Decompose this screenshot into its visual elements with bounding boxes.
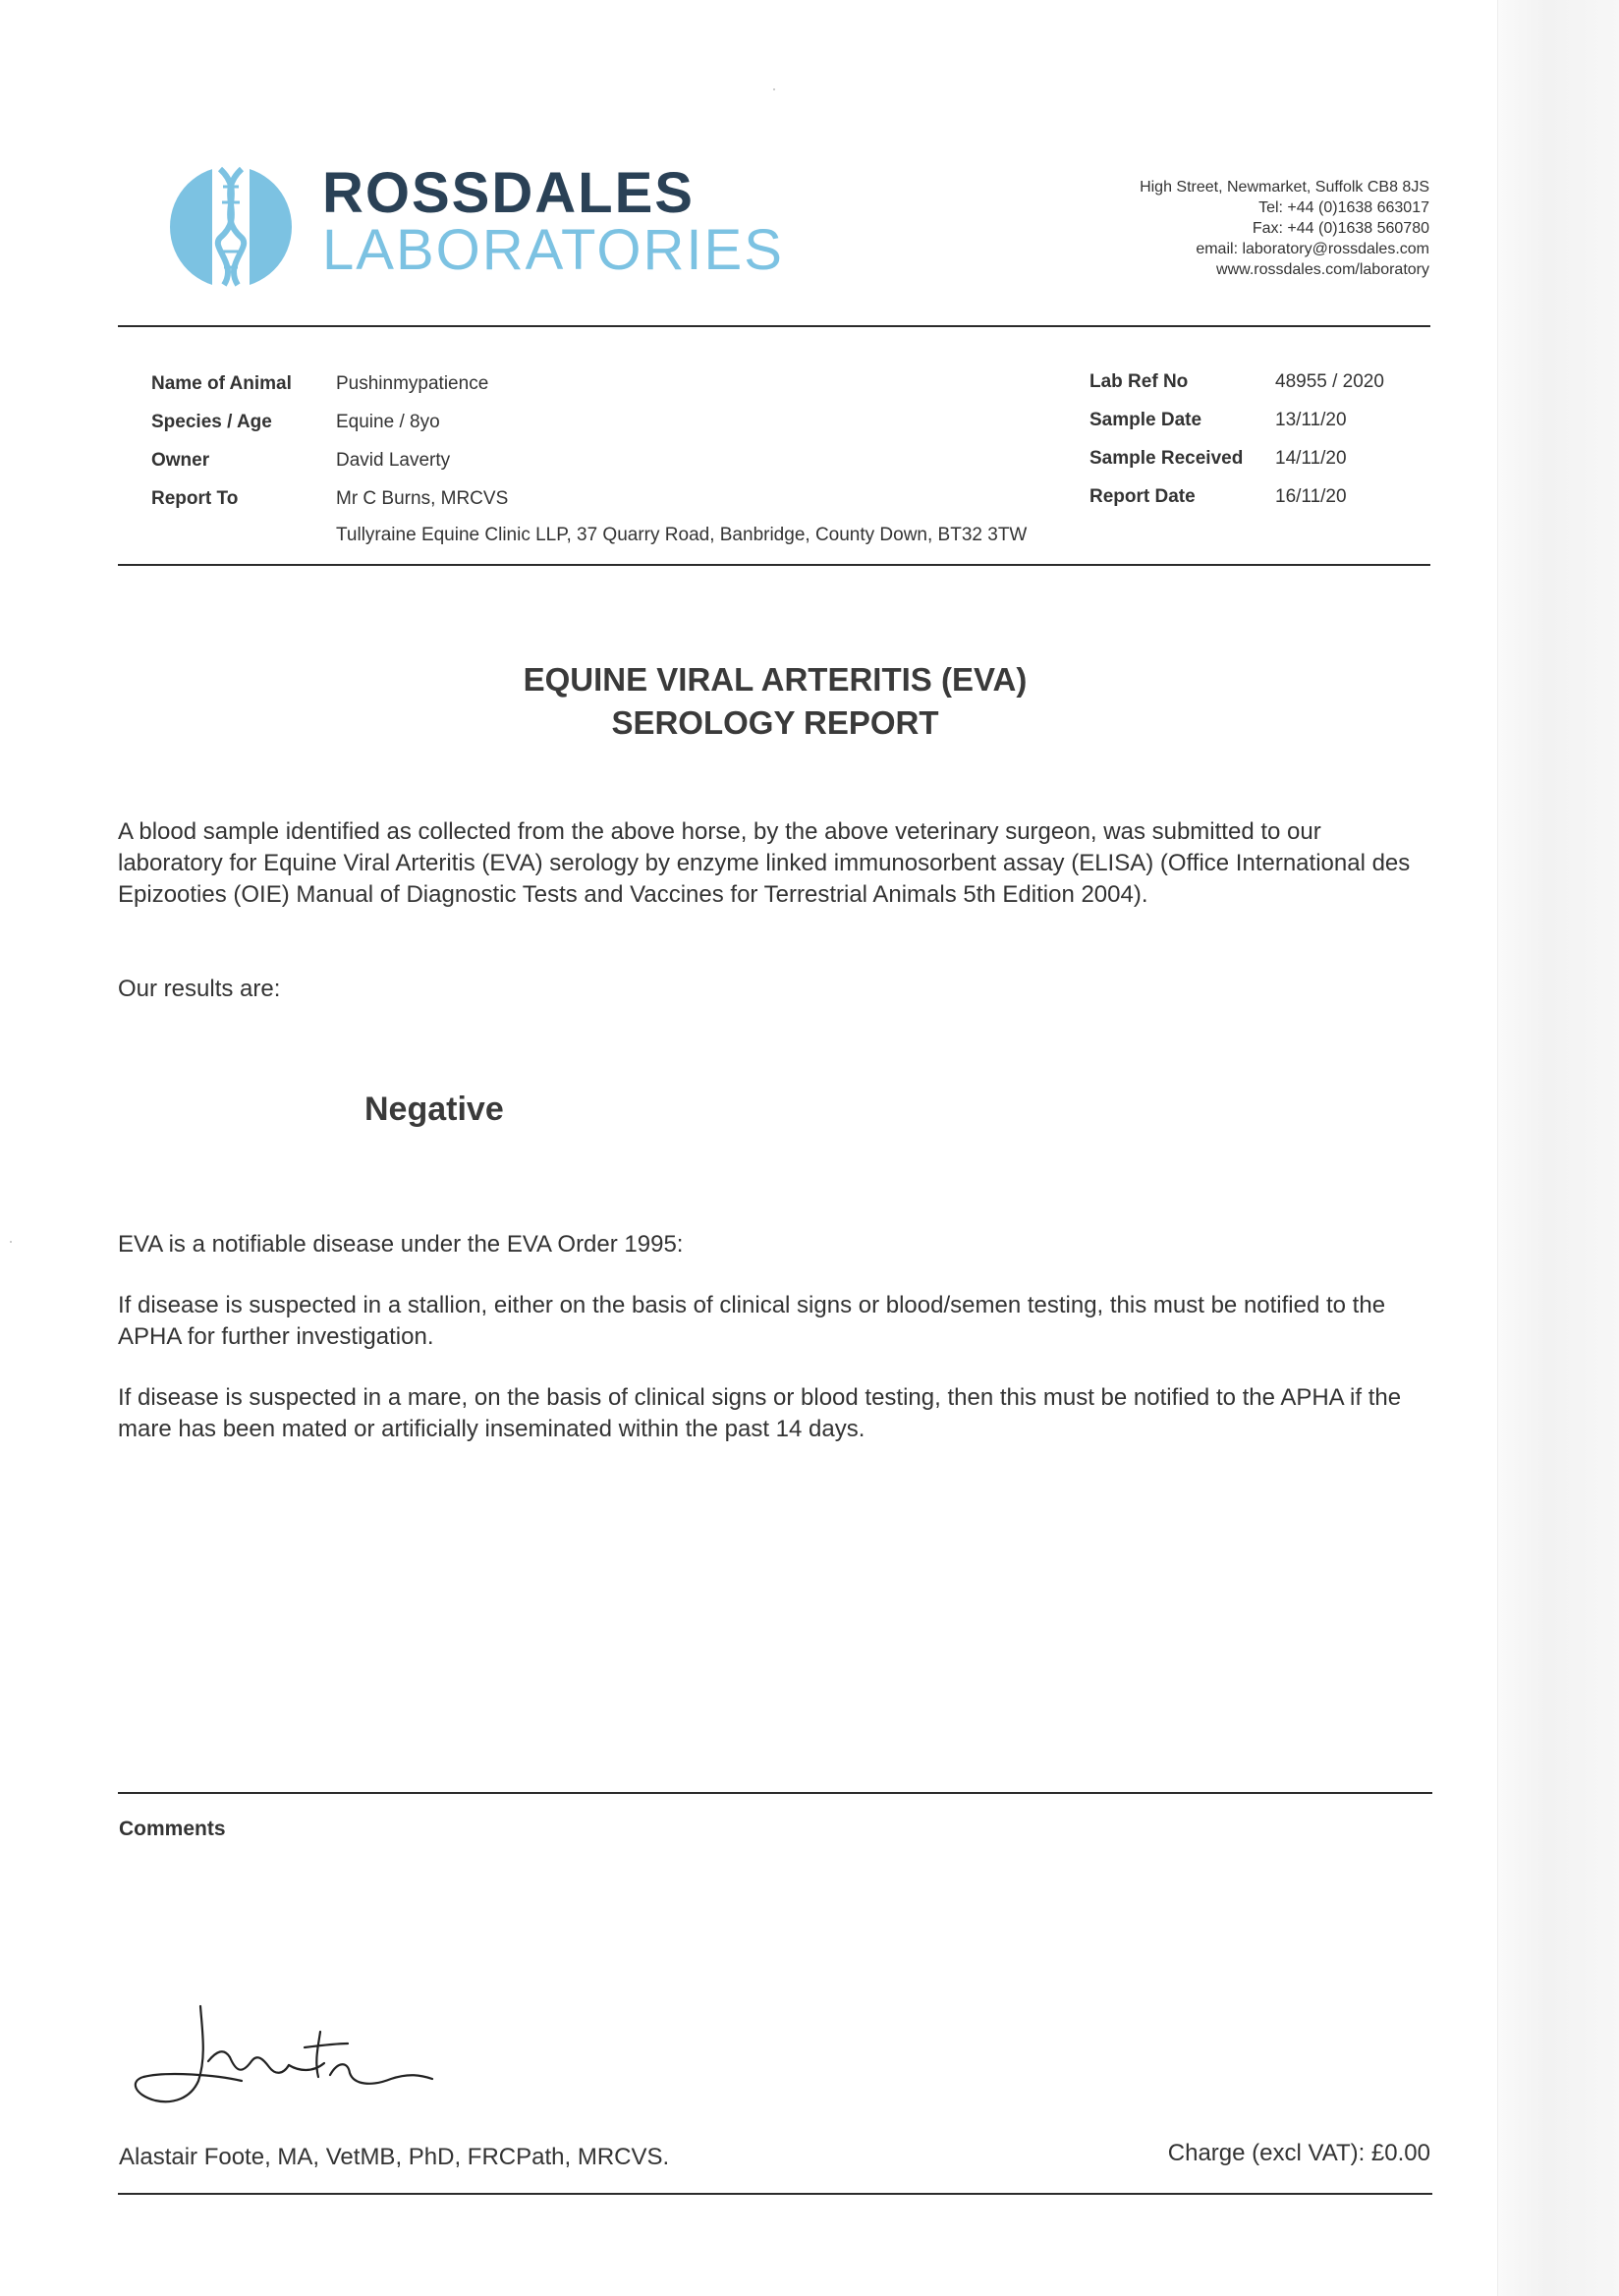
detail-value-report-to: Mr C Burns, MRCVS: [336, 488, 509, 509]
lab-address: [1017, 177, 1429, 280]
comments-label: Comments: [119, 1818, 226, 1840]
detail-value-species: Equine / 8yo: [336, 412, 440, 432]
detail-label-owner: Owner: [151, 450, 210, 471]
comments-divider: [118, 1792, 1432, 1794]
footer-divider: [118, 2193, 1432, 2195]
detail-label-species: Species / Age: [151, 412, 272, 432]
detail-value-lab-ref: 48955 / 2020: [1275, 371, 1384, 392]
address-street: High Street, Newmarket, Suffolk CB8 8JS: [1140, 179, 1429, 196]
detail-label-sample-received: Sample Received: [1089, 448, 1244, 469]
intro-paragraph: A blood sample identified as collected from the above horse, by the above veterinary surgeon, was submitted to our laboratory for Equine Viral Arteritis (EVA) serology by enzyme linked immunosorbent assay (ELISA) (Office International des Epizooties (OIE) Manual of Diagnostic Tests and Vaccines for Terrestrial Animals 5th Edition 2004).: [118, 818, 1411, 908]
notifiable-statement: EVA is a notifiable disease under the EVA Order 1995:: [118, 1231, 684, 1258]
detail-value-sample-date: 13/11/20: [1275, 410, 1347, 430]
results-intro: Our results are:: [118, 976, 281, 1002]
stallion-paragraph: If disease is suspected in a stallion, either on the basis of clinical signs or blood/semen testing, this must be notified to the APHA for further investigation.: [118, 1292, 1386, 1350]
signatory-name: Alastair Foote, MA, VetMB, PhD, FRCPath, MRCVS.: [119, 2144, 670, 2170]
lab-logo-text: [322, 161, 784, 282]
details-divider: [118, 564, 1430, 566]
lab-name-line1: ROSSDALES: [322, 161, 695, 225]
report-to-address: Tullyraine Equine Clinic LLP, 37 Quarry Road, Banbridge, County Down, BT32 3TW: [336, 525, 1028, 545]
report-title-line1: EQUINE VIRAL ARTERITIS (EVA): [523, 661, 1028, 698]
header-divider: [118, 325, 1430, 327]
detail-value-report-date: 16/11/20: [1275, 486, 1347, 507]
address-fax: Fax: +44 (0)1638 560780: [1252, 220, 1429, 237]
detail-label-report-to: Report To: [151, 488, 239, 509]
scan-speck: [773, 88, 775, 90]
dna-logo-icon: [169, 165, 293, 289]
detail-label-animal: Name of Animal: [151, 373, 292, 394]
scan-edge: [1497, 0, 1619, 2296]
report-title-line2: SEROLOGY REPORT: [611, 704, 939, 741]
charge-amount: Charge (excl VAT): £0.00: [1167, 2140, 1430, 2166]
lab-name-line2: LABORATORIES: [322, 218, 784, 282]
detail-value-animal: Pushinmypatience: [336, 373, 489, 394]
mare-paragraph: If disease is suspected in a mare, on the basis of clinical signs or blood testing, then this must be notified to the APHA if the mare has been mated or artificially inseminated within the past 14 days.: [118, 1384, 1402, 1442]
scan-speck: [10, 1241, 12, 1243]
detail-value-owner: David Laverty: [336, 450, 451, 471]
detail-value-sample-received: 14/11/20: [1275, 448, 1347, 469]
detail-label-sample-date: Sample Date: [1089, 410, 1202, 430]
detail-label-lab-ref: Lab Ref No: [1089, 371, 1189, 392]
signature-image: [126, 2002, 460, 2110]
detail-label-report-date: Report Date: [1089, 486, 1196, 507]
address-email: email: laboratory@rossdales.com: [1196, 241, 1429, 257]
address-tel: Tel: +44 (0)1638 663017: [1258, 199, 1429, 216]
test-result: Negative: [364, 1091, 504, 1128]
address-website: www.rossdales.com/laboratory: [1216, 261, 1429, 278]
